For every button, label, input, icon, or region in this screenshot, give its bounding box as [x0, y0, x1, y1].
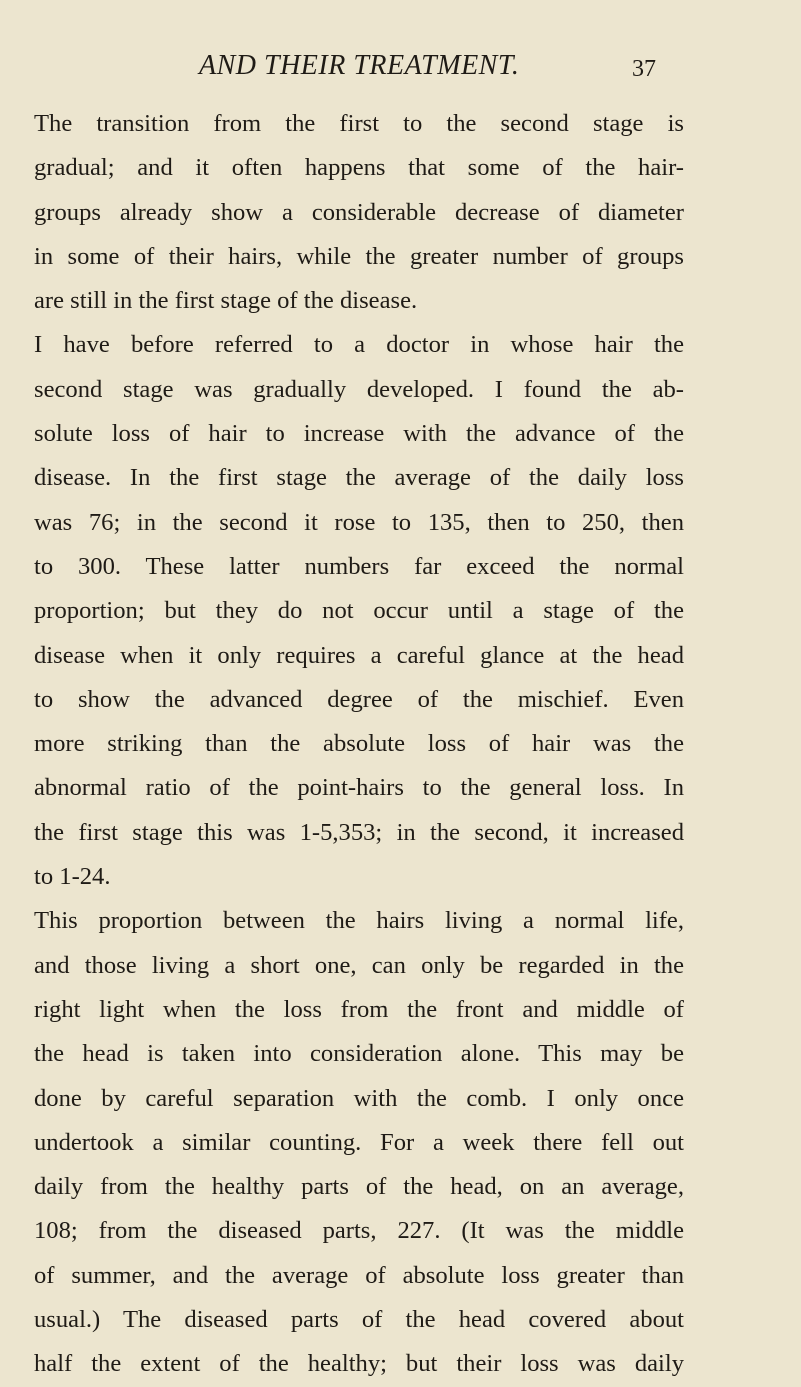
text-line: disease. In the first stage the average of the daily loss	[34, 464, 684, 492]
text-line: to show the advanced degree of the mischief. Even	[34, 685, 684, 713]
body-text	[34, 102, 684, 1387]
text-line: right light when the loss from the front and middle of	[34, 995, 684, 1023]
text-line: groups already show a considerable decrease of diameter	[34, 198, 684, 226]
text-line: in some of their hairs, while the greater number of groups	[34, 242, 684, 270]
text-line: more striking than the absolute loss of hair was the	[34, 730, 684, 758]
text-line: to 1-24.	[34, 863, 111, 891]
text-line: daily from the healthy parts of the head, on an average,	[34, 1173, 684, 1201]
text-line: are still in the first stage of the disease.	[34, 287, 418, 315]
page-number: 37	[632, 56, 656, 82]
text-line: This proportion between the hairs living a normal life,	[34, 907, 684, 935]
text-line: to 300. These latter numbers far exceed the normal	[34, 552, 684, 580]
text-line: and those living a short one, can only be regarded in the	[34, 951, 684, 979]
text-line: the first stage this was 1-5,353; in the second, it increased	[34, 818, 684, 846]
text-line: done by careful separation with the comb. I only once	[34, 1084, 684, 1112]
text-line: gradual; and it often happens that some of the hair-	[34, 154, 684, 182]
text-line: solute loss of hair to increase with the advance of the	[34, 420, 684, 448]
text-line: usual.) The diseased parts of the head covered about	[34, 1306, 684, 1334]
text-line: proportion; but they do not occur until a stage of the	[34, 597, 684, 625]
text-line: undertook a similar counting. For a week there fell out	[34, 1128, 684, 1156]
text-line: the head is taken into consideration alone. This may be	[34, 1040, 684, 1068]
text-line: abnormal ratio of the point-hairs to the general loss. In	[34, 774, 684, 802]
text-line: I have before referred to a doctor in whose hair the	[34, 331, 684, 359]
text-line: was 76; in the second it rose to 135, then to 250, then	[34, 508, 684, 536]
text-line: second stage was gradually developed. I found the ab-	[34, 375, 684, 403]
text-line: The transition from the first to the second stage is	[34, 110, 684, 137]
text-line: 108; from the diseased parts, 227. (It was the middle	[34, 1217, 684, 1245]
text-line: half the extent of the healthy; but their loss was daily	[34, 1350, 684, 1378]
text-line: of summer, and the average of absolute loss greater than	[34, 1261, 684, 1289]
text-line: disease when it only requires a careful glance at the head	[34, 641, 684, 669]
running-head: AND THEIR TREATMENT.	[199, 50, 520, 81]
